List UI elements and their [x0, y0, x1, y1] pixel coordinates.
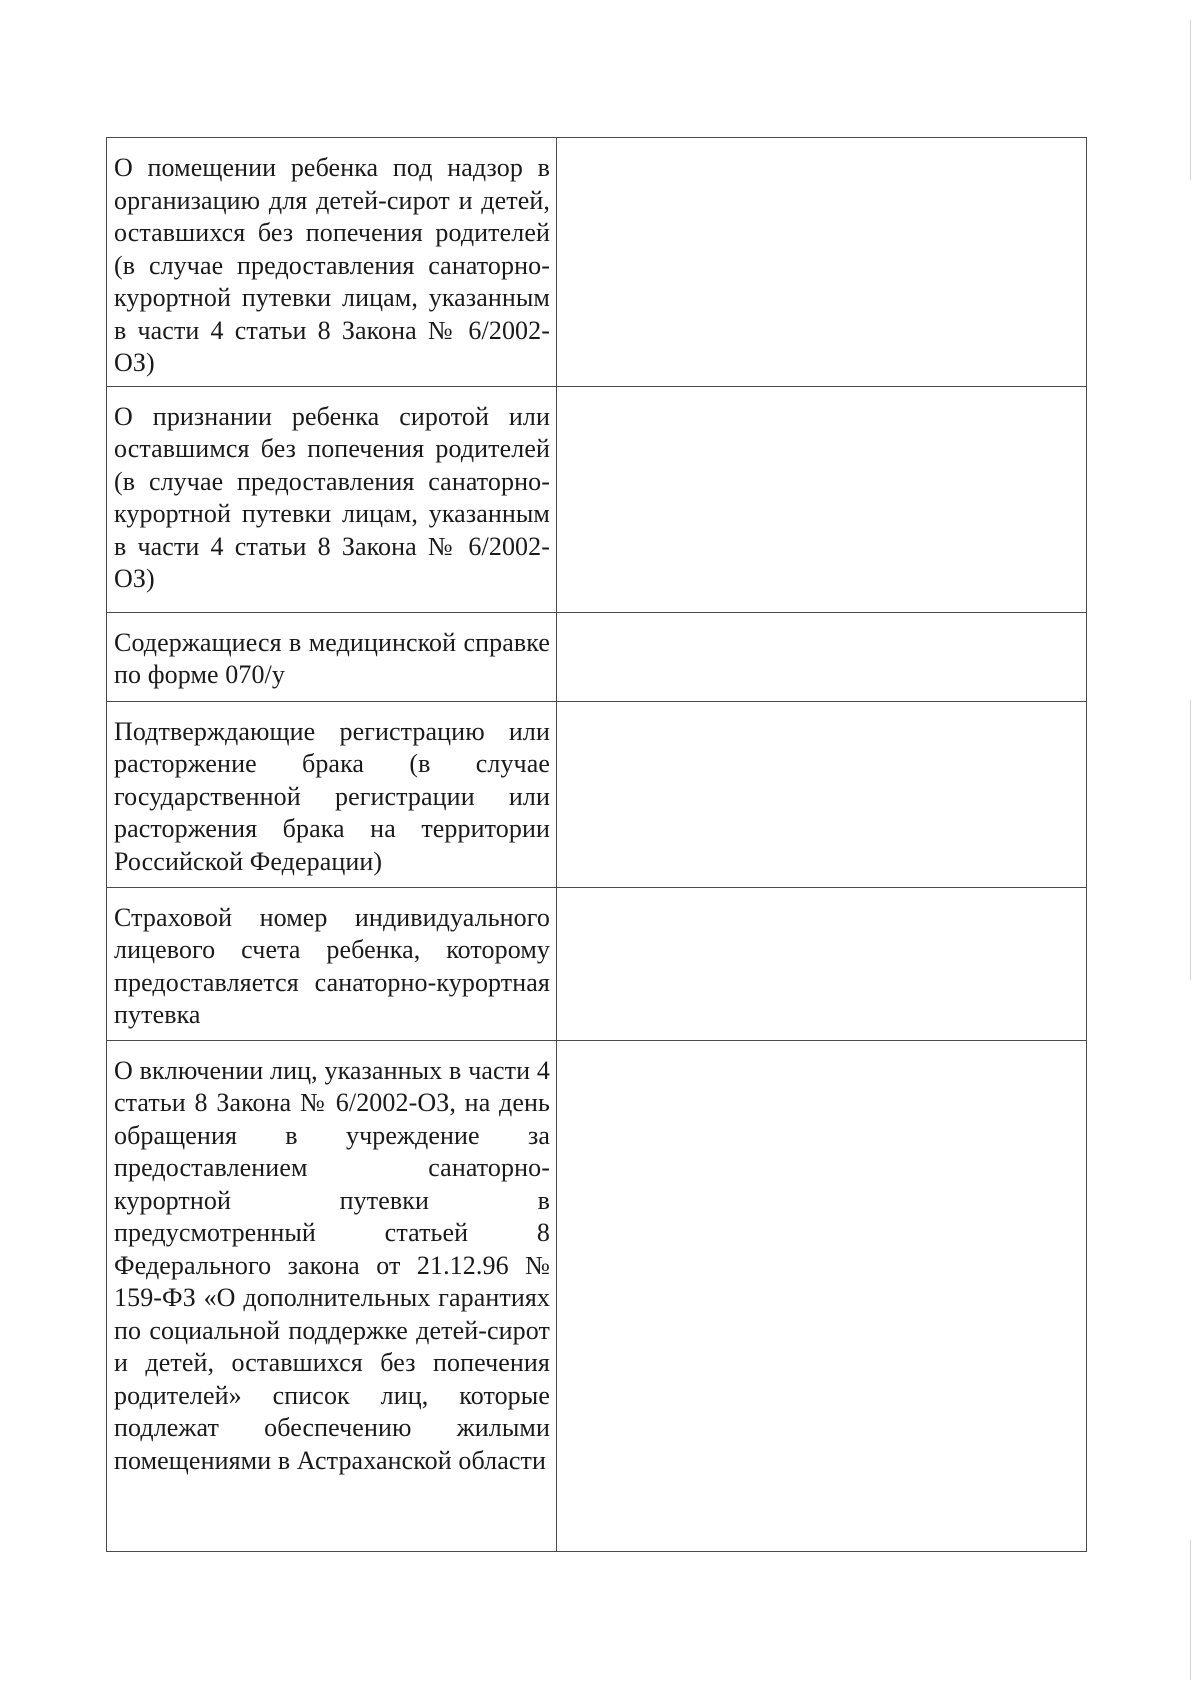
table-cell-left — [107, 887, 557, 1040]
table-cell-right — [557, 1040, 1087, 1551]
table-cell-right — [557, 701, 1087, 887]
table-cell-left — [107, 138, 557, 387]
cell-text: О включении лиц, указанных в части 4 статьи 8 Закона № 6/2002-ОЗ, на день обращения в учреждение за предоставлением санаторно-курортной путевки в предусмотренный статьей 8 Федерального закона от 21.12.96 № 159-ФЗ «О дополнительных гарантиях по социальной поддержке детей-сирот и детей, оставшихся без попечения родителей» список лиц, которые подлежат обеспечению жилыми помещениями в Астраханской области — [114, 1055, 550, 1475]
cell-text: Подтверждающие регистрацию или расторжение брака (в случае государственной регистрации или расторжения брака на территории Российской Федерации) — [114, 716, 550, 876]
table-row — [107, 612, 1087, 701]
cell-text: Содержащиеся в медицинской справке по форме 070/у — [114, 627, 550, 689]
table-row — [107, 138, 1087, 387]
cell-text: О признании ребенка сиротой или оставшимся без попечения родителей (в случае предоставления санаторно-курортной путевки лицам, указанным в части 4 статьи 8 Закона № 6/2002-ОЗ) — [114, 401, 550, 593]
scan-edge-mark — [1190, 1540, 1191, 1680]
table-cell-left — [107, 612, 557, 701]
table-row — [107, 386, 1087, 612]
table-row — [107, 701, 1087, 887]
document-table — [106, 137, 1087, 1552]
table-cell-right — [557, 887, 1087, 1040]
scan-edge-mark — [1190, 700, 1191, 980]
cell-text: О помещении ребенка под надзор в организацию для детей-сирот и детей, оставшихся без попечения родителей (в случае предоставления санаторно-курортной путевки лицам, указанным в части 4 статьи 8 Закона № 6/2002-ОЗ) — [114, 153, 550, 377]
scan-edge-mark — [1190, 20, 1191, 180]
table-cell-right — [557, 612, 1087, 701]
table-cell-right — [557, 138, 1087, 387]
cell-text: Страховой номер индивидуального лицевого счета ребенка, которому предоставляется санаторно-курортная путевка — [114, 902, 550, 1029]
table-cell-right — [557, 386, 1087, 612]
table-row — [107, 1040, 1087, 1551]
table-cell-left — [107, 701, 557, 887]
table-row — [107, 887, 1087, 1040]
table-cell-left — [107, 1040, 557, 1551]
table-cell-left — [107, 386, 557, 612]
